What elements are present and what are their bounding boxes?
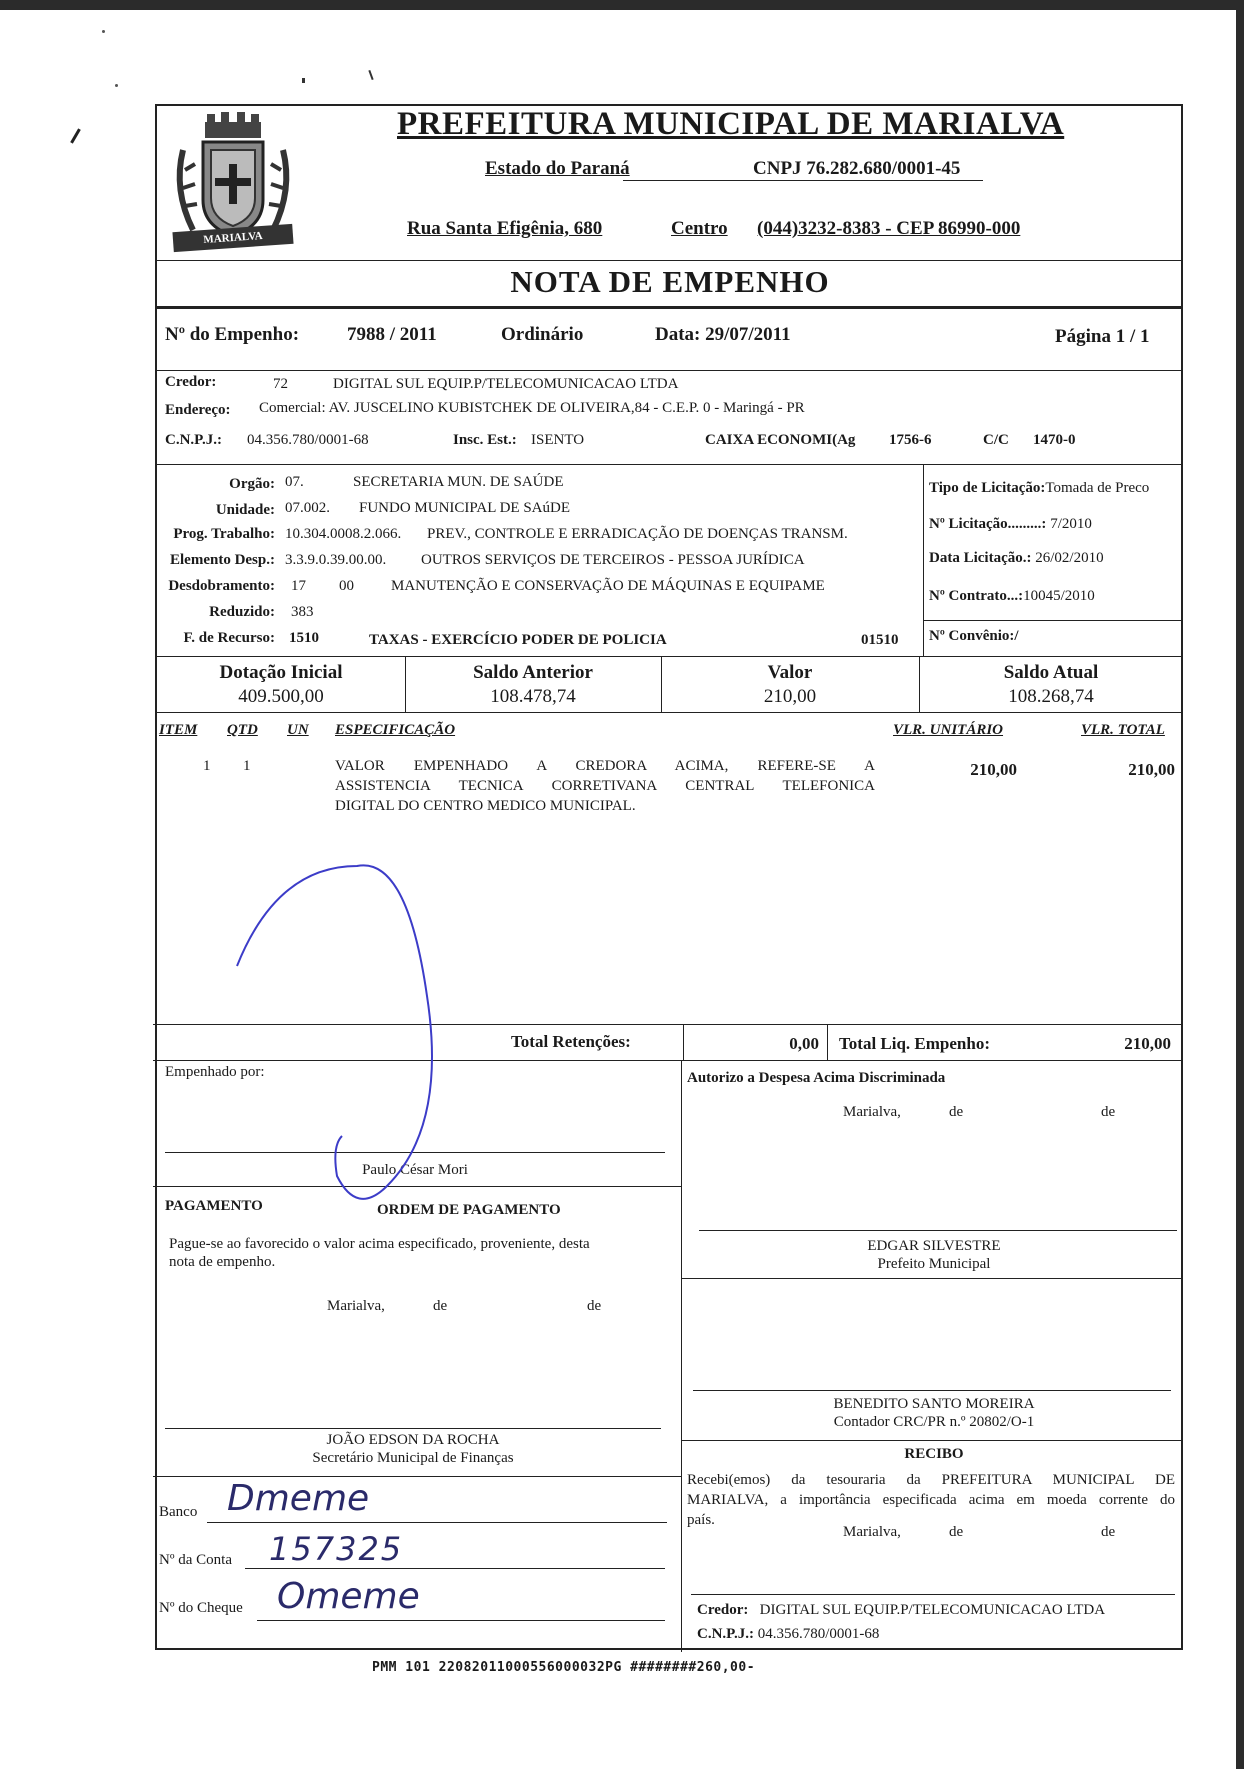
secretary-title: Secretário Municipal de Finanças — [312, 1450, 514, 1466]
reduzido-label: Reduzido: — [209, 604, 275, 620]
valor-label: Valor — [767, 662, 813, 683]
address-label: Endereço: — [165, 402, 231, 418]
liq-empenho-value: 210,00 — [1124, 1034, 1171, 1053]
municipal-crest — [163, 110, 303, 260]
orgao-code: 07. — [285, 474, 304, 490]
unidade-label: Unidade: — [215, 502, 275, 518]
item-spec-line2: ASSISTENCIA TECNICA CORRETIVANA CENTRAL TELEFONICA — [335, 778, 875, 794]
rule — [157, 260, 1183, 261]
banco-line — [207, 1522, 667, 1523]
prog-label: Prog. Trabalho: — [173, 526, 275, 542]
accountant-name: BENEDITO SANTO MOREIRA — [833, 1396, 1035, 1412]
num-licitacao-value: 7/2010 — [1050, 516, 1092, 532]
col-qtd: QTD — [227, 722, 258, 738]
prog-name: PREV., CONTROLE E ERRADICAÇÃO DE DOENÇAS TRANSM. — [427, 526, 848, 542]
unidade-code: 07.002. — [285, 500, 330, 516]
municipality-title: PREFEITURA MUNICIPAL DE MARIALVA — [397, 106, 1065, 142]
signature-line — [165, 1428, 661, 1429]
rule — [157, 370, 1183, 371]
crest-banner: MARIALVA — [172, 224, 293, 252]
elem-code: 3.3.9.0.39.00.00. — [285, 552, 387, 568]
col-item: ITEM — [159, 722, 198, 738]
saldo-anterior-value: 108.478,74 — [490, 686, 576, 707]
nota-empenho-form — [155, 104, 1183, 1650]
autorizo-city: Marialva, — [843, 1104, 901, 1120]
scan-speck — [368, 70, 373, 80]
banco-handwritten: Dmeme — [227, 1478, 370, 1519]
signature-line — [693, 1390, 1171, 1391]
reduzido-code: 383 — [291, 604, 314, 620]
street-address: Rua Santa Efigênia, 680 — [407, 218, 603, 239]
col-spec: ESPECIFICAÇÃO — [335, 722, 456, 738]
item-total-value: 210,00 — [1128, 760, 1175, 779]
rule — [683, 1024, 684, 1060]
empenho-label: Nº do Empenho: — [165, 324, 300, 345]
convenio-label: Nº Convênio:/ — [929, 628, 1019, 644]
desd-code2: 00 — [339, 578, 354, 594]
scan-speck — [302, 78, 305, 83]
col-total: VLR. TOTAL — [1081, 722, 1165, 738]
phone-cep: (044)3232-8383 - CEP 86990-000 — [757, 218, 1021, 239]
credor-cnpj-label: C.N.P.J.: — [165, 432, 222, 448]
autorizo-de2: de — [1101, 1104, 1116, 1120]
rule — [157, 306, 1183, 309]
liq-empenho-label: Total Liq. Empenho: — [839, 1034, 990, 1053]
recibo-de1: de — [949, 1524, 964, 1540]
autorizo-de1: de — [949, 1104, 964, 1120]
prog-code: 10.304.0008.2.066. — [285, 526, 402, 542]
credor-code: 72 — [273, 376, 288, 392]
rule — [157, 464, 1183, 465]
credor-name: DIGITAL SUL EQUIP.P/TELECOMUNICACAO LTDA — [333, 376, 679, 392]
scan-speck — [115, 84, 118, 87]
cnpj-header — [753, 158, 983, 181]
conta-line — [245, 1568, 665, 1569]
elem-name: OUTROS SERVIÇOS DE TERCEIROS - PESSOA JURÍDICA — [421, 552, 805, 568]
pagamento-text-line1: Pague-se ao favorecido o valor acima especificado, proveniente, desta — [169, 1236, 590, 1252]
cheque-handwritten: Omeme — [277, 1576, 420, 1617]
insc-label: Insc. Est.: — [453, 432, 517, 448]
empenho-type: Ordinário — [501, 324, 584, 345]
credor-address: Comercial: AV. JUSCELINO KUBISTCHEK DE OLIVEIRA,84 - C.E.P. 0 - Maringá - PR — [259, 400, 805, 416]
pen-stroke — [217, 746, 457, 1206]
district: Centro — [671, 218, 728, 239]
barcode-text: PMM 101 22082011000556000032PG ########260,00- — [372, 1660, 756, 1675]
recurso-name: TAXAS - EXERCÍCIO PODER DE POLICIA — [369, 632, 667, 648]
contrato — [929, 588, 1095, 605]
orgao-label: Orgão: — [229, 476, 275, 492]
desd-label: Desdobramento: — [168, 578, 275, 594]
state-rule — [623, 180, 753, 181]
retencoes-value: 0,00 — [789, 1034, 819, 1053]
empenho-number: 7988 / 2011 — [347, 324, 437, 345]
num-licitacao — [929, 516, 1092, 533]
document-title: NOTA DE EMPENHO — [510, 264, 830, 299]
credor-label: Credor: — [165, 374, 217, 390]
bank-agency: 1756-6 — [889, 432, 932, 448]
dotacao-label: Dotação Inicial — [219, 662, 343, 683]
item-qtd: 1 — [243, 758, 251, 774]
desd-code1: 17 — [291, 578, 306, 594]
recibo-label: RECIBO — [904, 1446, 964, 1462]
item-number: 1 — [203, 758, 211, 774]
rule — [827, 1024, 828, 1060]
col-un: UN — [287, 722, 309, 738]
insc-value: ISENTO — [531, 432, 585, 448]
contrato-label: Nº Contrato...: — [929, 588, 1024, 604]
rule — [681, 1060, 682, 1652]
recibo-cnpj — [697, 1626, 879, 1643]
scan-speck — [102, 30, 105, 33]
rule — [157, 656, 1183, 657]
recibo-cnpj-value: 04.356.780/0001-68 — [757, 1626, 880, 1642]
recibo-text-line1: Recebi(emos) da tesouraria da PREFEITURA MUNICIPAL DE — [687, 1472, 1175, 1488]
mayor-title: Prefeito Municipal — [877, 1256, 991, 1272]
pagamento-de1: de — [433, 1298, 448, 1314]
signature-line — [699, 1230, 1177, 1231]
pagamento-de2: de — [587, 1298, 602, 1314]
secretary-name: JOÃO EDSON DA ROCHA — [326, 1432, 500, 1448]
desd-name: MANUTENÇÃO E CONSERVAÇÃO DE MÁQUINAS E EQUIPAME — [391, 578, 825, 594]
accountant-title: Contador CRC/PR n.º 20802/O-1 — [833, 1414, 1035, 1430]
cnpj-header-text: CNPJ 76.282.680/0001-45 — [753, 158, 961, 179]
empenho-date: Data: 29/07/2011 — [655, 324, 791, 345]
rule — [681, 1440, 1183, 1441]
unidade-name: FUNDO MUNICIPAL DE SAúDE — [359, 500, 570, 516]
valor-value: 210,00 — [763, 686, 817, 707]
bank-name: CAIXA ECONOMI(Ag — [705, 432, 856, 448]
recurso-label: F. de Recurso: — [183, 630, 275, 646]
item-unit-value: 210,00 — [970, 760, 1017, 779]
state-name: Estado do Paraná — [485, 158, 630, 179]
signature-line — [691, 1594, 1175, 1595]
item-spec-line3: DIGITAL DO CENTRO MEDICO MUNICIPAL. — [335, 798, 636, 814]
rule — [153, 1476, 681, 1477]
credor-cnpj: 04.356.780/0001-68 — [247, 432, 369, 448]
empenhado-label: Empenhado por: — [165, 1064, 265, 1080]
item-spec-line1: VALOR EMPENHADO A CREDORA ACIMA, REFERE-SE A — [335, 758, 875, 774]
recibo-cnpj-label: C.N.P.J.: — [697, 1626, 754, 1642]
orgao-name: SECRETARIA MUN. DE SAÚDE — [353, 474, 564, 490]
saldo-anterior-label: Saldo Anterior — [473, 662, 593, 683]
pagamento-text-line2: nota de empenho. — [169, 1254, 276, 1270]
conta-label: Nº da Conta — [159, 1552, 232, 1568]
col-unit: VLR. UNITÁRIO — [893, 722, 1004, 738]
recibo-text-line3: país. — [687, 1512, 715, 1528]
cheque-label: Nº do Cheque — [159, 1600, 243, 1616]
recibo-text-line2: MARIALVA, a importância especificada acima em moeda corrente do — [687, 1492, 1175, 1508]
conta-handwritten: 157325 — [269, 1530, 404, 1568]
banco-label: Banco — [159, 1504, 198, 1520]
recurso-code: 1510 — [289, 630, 319, 646]
scan-speck — [70, 128, 81, 143]
tipo-licitacao — [929, 480, 1149, 497]
recurso-code2: 01510 — [861, 632, 899, 648]
rule — [681, 1278, 1183, 1279]
empenhado-name: Paulo César Mori — [362, 1162, 468, 1178]
recibo-city: Marialva, — [843, 1524, 901, 1540]
data-licitacao-label: Data Licitação.: — [929, 550, 1032, 566]
pagamento-label: PAGAMENTO — [165, 1198, 263, 1214]
saldo-atual-value: 108.268,74 — [1008, 686, 1094, 707]
retencoes-label: Total Retenções: — [511, 1032, 631, 1051]
tipo-licitacao-label: Tipo de Licitação: — [929, 480, 1046, 496]
scan-edge-right — [1236, 0, 1244, 1769]
page-number: Página 1 / 1 — [1055, 326, 1150, 347]
contrato-value: 10045/2010 — [1023, 588, 1095, 604]
cc-label: C/C — [983, 432, 1009, 448]
rule — [157, 712, 1183, 713]
ordem-pagamento-label: ORDEM DE PAGAMENTO — [377, 1202, 561, 1218]
elem-label: Elemento Desp.: — [170, 552, 275, 568]
data-licitacao — [929, 550, 1104, 567]
dotacao-value: 409.500,00 — [238, 686, 324, 707]
rule — [923, 620, 1183, 621]
scan-edge-top — [0, 0, 1244, 10]
recibo-credor-name: DIGITAL SUL EQUIP.P/TELECOMUNICACAO LTDA — [759, 1602, 1106, 1618]
cheque-line — [257, 1620, 665, 1621]
recibo-credor — [697, 1602, 1105, 1619]
cc-value: 1470-0 — [1033, 432, 1076, 448]
rule — [923, 464, 924, 656]
data-licitacao-value: 26/02/2010 — [1035, 550, 1104, 566]
recibo-de2: de — [1101, 1524, 1116, 1540]
saldo-atual-label: Saldo Atual — [1003, 662, 1099, 683]
autorizo-label: Autorizo a Despesa Acima Discriminada — [687, 1070, 946, 1086]
num-licitacao-label: Nº Licitação.........: — [929, 516, 1047, 532]
recibo-credor-label: Credor: — [697, 1602, 749, 1618]
mayor-name: EDGAR SILVESTRE — [867, 1238, 1001, 1254]
pagamento-city: Marialva, — [327, 1298, 385, 1314]
tipo-licitacao-value: Tomada de Preco — [1045, 480, 1150, 496]
